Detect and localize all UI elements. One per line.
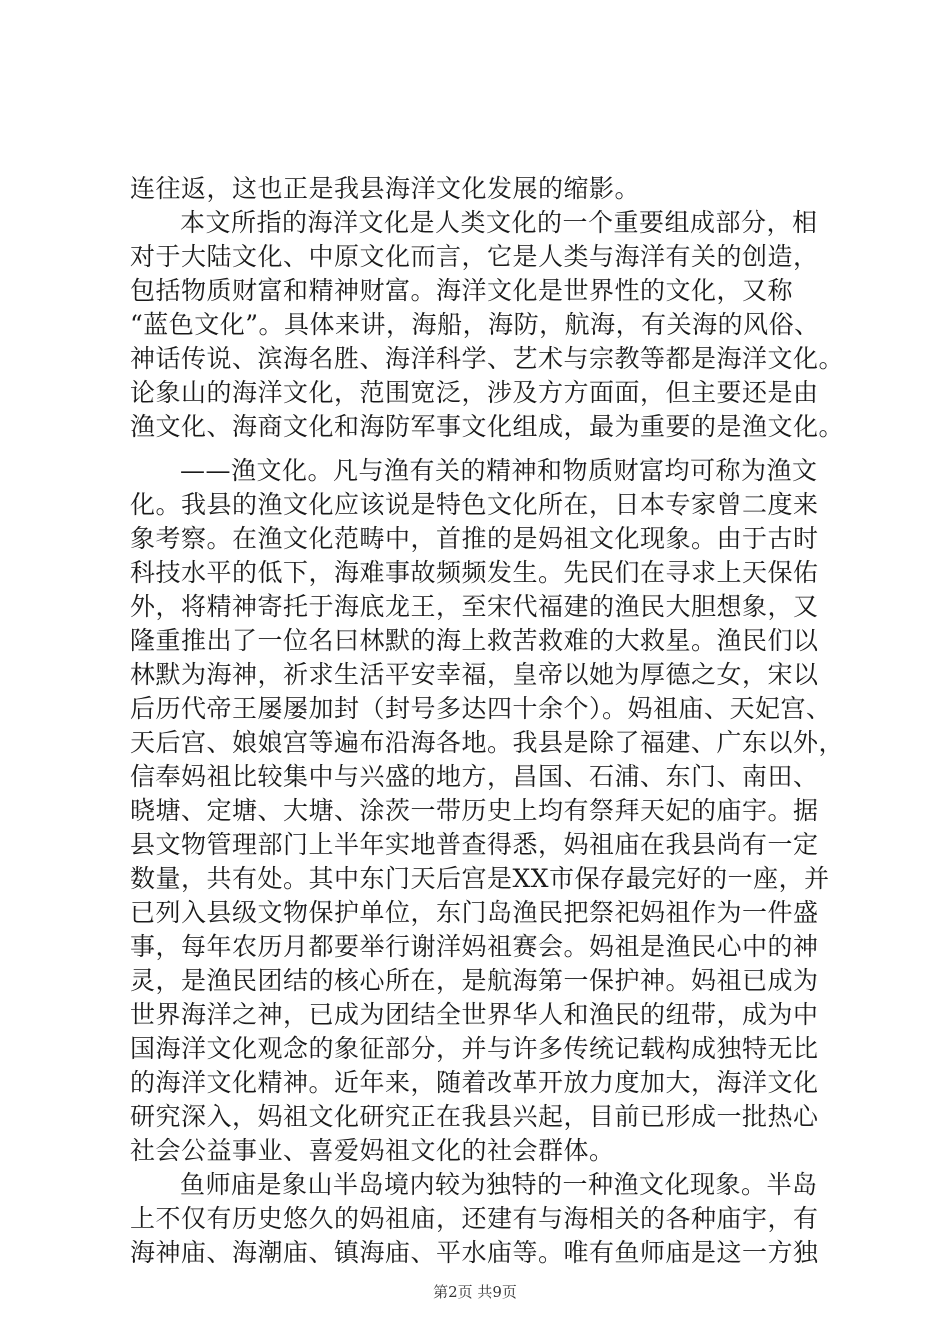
text-line: 隆重推出了一位名曰林默的海上救苦救难的大救星。渔民们以 <box>130 626 819 655</box>
text-line: ——渔文化。凡与渔有关的精神和物质财富均可称为渔文 <box>180 456 818 485</box>
text-line: 上不仅有历史悠久的妈祖庙，还建有与海相关的各种庙宇，有 <box>130 1204 819 1233</box>
text-line: 天后宫、娘娘宫等遍布沿海各地。我县是除了福建、广东以外， <box>130 728 845 757</box>
text-line: 神话传说、滨海名胜、海洋科学、艺术与宗教等都是海洋文化。 <box>130 344 845 373</box>
page-number-footer: 第2页 共9页 <box>433 1283 517 1301</box>
text-line: 对于大陆文化、中原文化而言，它是人类与海洋有关的创造， <box>130 242 819 271</box>
text-line: 数量，共有处。其中东门天后宫是XX市保存最完好的一座，并 <box>130 864 830 893</box>
text-line: 本文所指的海洋文化是人类文化的一个重要组成部分，相 <box>180 208 818 237</box>
text-line: 渔文化、海商文化和海防军事文化组成，最为重要的是渔文化。 <box>130 412 845 441</box>
text-line: 晓塘、定塘、大塘、涂茨一带历史上均有祭拜天妃的庙宇。据 <box>130 796 819 825</box>
text-line: 后历代帝王屡屡加封（封号多达四十余个）。妈祖庙、天妃宫、 <box>130 694 832 723</box>
text-line: 海神庙、海潮庙、镇海庙、平水庙等。唯有鱼师庙是这一方独 <box>130 1238 819 1267</box>
text-line: 灵，是渔民团结的核心所在，是航海第一保护神。妈祖已成为 <box>130 966 819 995</box>
text-line: 鱼师庙是象山半岛境内较为独特的一种渔文化现象。半岛 <box>180 1170 818 1199</box>
text-line: 外，将精神寄托于海底龙王，至宋代福建的渔民大胆想象，又 <box>130 592 819 621</box>
text-line: 研究深入，妈祖文化研究正在我县兴起，目前已形成一批热心 <box>130 1102 819 1131</box>
text-line: 林默为海神，祈求生活平安幸福，皇帝以她为厚德之女，宋以 <box>130 660 819 689</box>
text-line: 象考察。在渔文化范畴中，首推的是妈祖文化现象。由于古时 <box>130 524 819 553</box>
text-line: 县文物管理部门上半年实地普查得悉，妈祖庙在我县尚有一定 <box>130 830 819 859</box>
text-line: 世界海洋之神，已成为团结全世界华人和渔民的纽带，成为中 <box>130 1000 819 1029</box>
text-line: 国海洋文化观念的象征部分，并与许多传统记载构成独特无比 <box>130 1034 819 1063</box>
text-line: 包括物质财富和精神财富。海洋文化是世界性的文化，又称 <box>130 276 794 305</box>
text-line: 已列入县级文物保护单位，东门岛渔民把祭祀妈祖作为一件盛 <box>130 898 819 927</box>
text-line: 科技水平的低下，海难事故频频发生。先民们在寻求上天保佑 <box>130 558 819 587</box>
text-line: 信奉妈祖比较集中与兴盛的地方，昌国、石浦、东门、南田、 <box>130 762 819 791</box>
text-line: 的海洋文化精神。近年来，随着改革开放力度加大，海洋文化 <box>130 1068 819 1097</box>
text-line: 社会公益事业、喜爱妈祖文化的社会群体。 <box>130 1136 615 1165</box>
text-line: 连往返，这也正是我县海洋文化发展的缩影。 <box>130 174 641 203</box>
text-line: 化。我县的渔文化应该说是特色文化所在，日本专家曾二度来 <box>130 490 819 519</box>
text-line: 论象山的海洋文化，范围宽泛，涉及方方面面，但主要还是由 <box>130 378 819 407</box>
text-line: 事，每年农历月都要举行谢洋妈祖赛会。妈祖是渔民心中的神 <box>130 932 819 961</box>
text-line: “蓝色文化”。具体来讲，海船，海防，航海，有关海的风俗、 <box>130 310 820 339</box>
